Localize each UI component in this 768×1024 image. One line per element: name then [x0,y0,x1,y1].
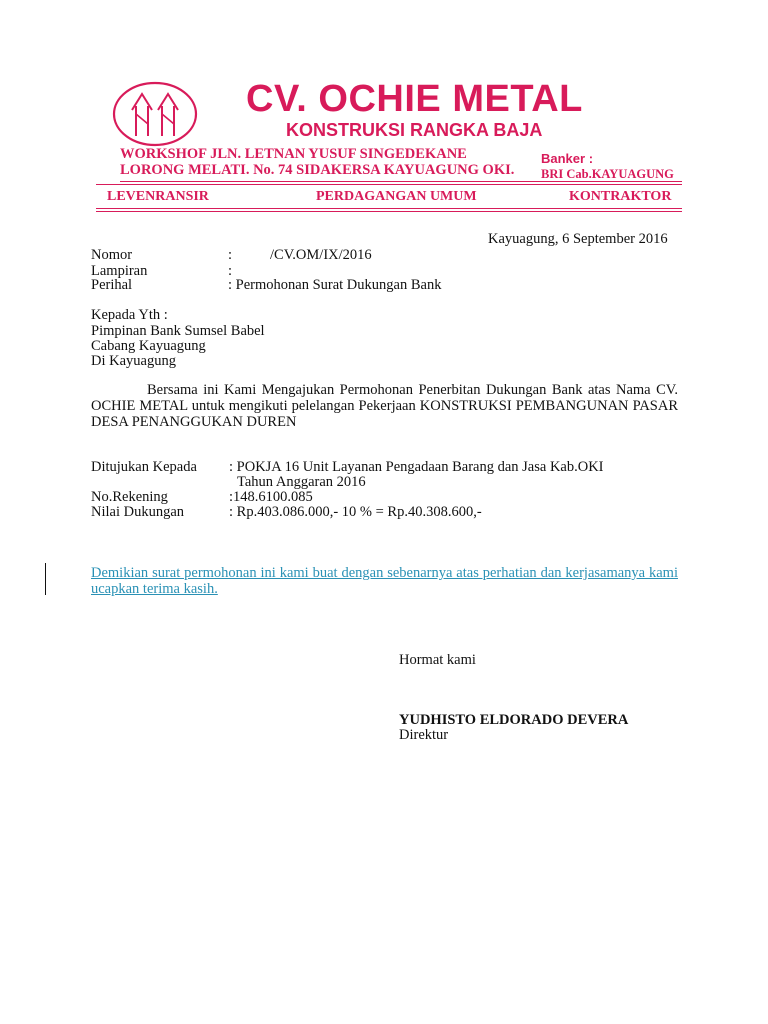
recipient-line: Pimpinan Bank Sumsel Babel [91,323,265,339]
detail-value-rekening: :148.6100.085 [229,489,313,505]
banker-label: Banker : [541,151,594,166]
detail-value-tahun: Tahun Anggaran 2016 [237,474,366,490]
letterhead-divider [96,184,682,185]
field-value-perihal: : Permohonan Surat Dukungan Bank [228,277,442,293]
letter-date: Kayuagung, 6 September 2016 [488,231,668,247]
detail-label-nilai: Nilai Dukungan [91,504,185,520]
recipient-line: Cabang Kayuagung [91,338,206,354]
letterhead-divider [120,181,682,182]
field-colon-lampiran: : [228,263,233,279]
salutation: Hormat kami [399,652,476,668]
company-subtitle: KONSTRUKSI RANGKA BAJA [286,120,543,140]
detail-label-ditujukan: Ditujukan Kepada [91,459,197,475]
detail-value-ditujukan: : POKJA 16 Unit Layanan Pengadaan Barang dan Jasa Kab.OKI [229,459,604,475]
business-line-levenransir: LEVENRANSIR [107,189,209,204]
banker-value: BRI Cab.KAYUAGUNG [541,167,674,181]
recipient-line: Di Kayuagung [91,353,176,369]
field-colon-nomor: : [228,247,233,263]
ochie-metal-logo-icon [112,80,198,148]
business-line-perdagangan: PERDAGANGAN UMUM [316,189,477,204]
field-value-nomor: /CV.OM/IX/2016 [270,247,372,263]
field-label-nomor: Nomor [91,247,133,263]
field-label-perihal: Perihal [91,277,133,293]
recipient-line: Kepada Yth : [91,307,168,323]
closing-paragraph: Demikian surat permohonan ini kami buat dengan sebenarnya atas perhatian dan kerjasamanya kami ucapkan terima kasih. [91,565,678,597]
body-paragraph: Bersama ini Kami Mengajukan Permohonan Penerbitan Dukungan Bank atas Nama CV. OCHIE METAL untuk mengikuti pelelangan Pekerjaan KONSTRUKSI PEMBANGUNAN PASAR DESA PENANGGUKAN DUREN [91,382,678,430]
signatory-title: Direktur [399,727,449,743]
letterhead-divider [96,211,682,212]
address-line-2: LORONG MELATI. No. 74 SIDAKERSA KAYUAGUNG OKI. [120,162,515,178]
letterhead-divider [96,208,682,209]
field-label-lampiran: Lampiran [91,263,148,279]
signatory-name: YUDHISTO ELDORADO DEVERA [399,712,629,728]
text-cursor [45,563,46,595]
detail-label-rekening: No.Rekening [91,489,168,505]
address-line-1: WORKSHOF JLN. LETNAN YUSUF SINGEDEKANE [120,146,467,162]
business-line-kontraktor: KONTRAKTOR [569,189,672,204]
company-name: CV. OCHIE METAL [246,78,583,120]
detail-value-nilai: : Rp.403.086.000,- 10 % = Rp.40.308.600,- [229,504,482,520]
